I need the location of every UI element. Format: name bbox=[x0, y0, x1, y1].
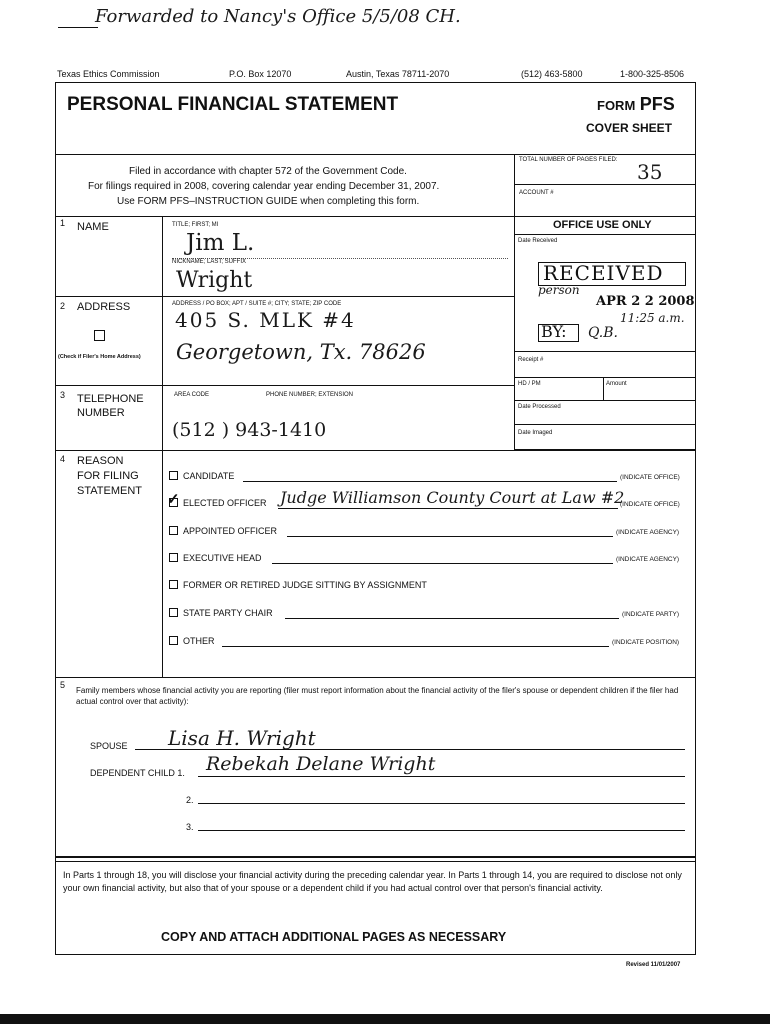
spouse-value: Lisa H. Wright bbox=[168, 726, 316, 750]
stamp-by: BY: bbox=[541, 322, 567, 341]
agency-name: Texas Ethics Commission bbox=[57, 69, 160, 79]
state-party-chair-label: STATE PARTY CHAIR bbox=[183, 608, 273, 618]
form-title: PERSONAL FINANCIAL STATEMENT bbox=[67, 94, 399, 115]
agency-phone: (512) 463-5800 bbox=[521, 69, 583, 79]
family-section-num: 5 bbox=[60, 680, 66, 690]
label-column-divider bbox=[162, 216, 163, 677]
receipt-line-top bbox=[515, 351, 695, 352]
stamp-initials: Q.B. bbox=[588, 325, 618, 341]
state-party-chair-line bbox=[285, 618, 619, 619]
received-stamp-text: RECEIVED bbox=[543, 261, 664, 285]
address-field-label: ADDRESS / PO BOX; APT / SUITE #; CITY; STATE; ZIP CODE bbox=[172, 301, 342, 307]
date-imaged-label: Date Imaged bbox=[518, 430, 553, 436]
total-pages-value: 35 bbox=[637, 160, 663, 184]
last-name-value: Wright bbox=[176, 268, 253, 293]
telephone-section-bottom bbox=[56, 450, 696, 451]
former-judge-checkbox[interactable] bbox=[169, 580, 178, 589]
date-received-label: Date Received bbox=[518, 238, 558, 244]
stamp-person: person bbox=[538, 283, 580, 297]
appointed-officer-line bbox=[287, 536, 613, 537]
child1-num: 1. bbox=[177, 768, 185, 778]
amount-label: Amount bbox=[606, 381, 627, 387]
name-label: NAME bbox=[77, 221, 109, 233]
reason-section-num: 4 bbox=[60, 454, 66, 464]
child2-line bbox=[198, 803, 685, 804]
appointed-officer-checkbox[interactable] bbox=[169, 526, 178, 535]
telephone-label-2: NUMBER bbox=[77, 407, 125, 419]
pages-divider bbox=[514, 184, 695, 185]
telephone-section-num: 3 bbox=[60, 390, 66, 400]
name-field1-label: TITLE; FIRST; MI bbox=[172, 222, 219, 228]
name-section-num: 1 bbox=[60, 218, 66, 228]
dependent-child-label: DEPENDENT CHILD bbox=[90, 768, 175, 778]
former-judge-label: FORMER OR RETIRED JUDGE SITTING BY ASSIGNMENT bbox=[183, 580, 427, 590]
hd-amount-divider bbox=[603, 377, 604, 400]
form-word: FORM bbox=[597, 98, 636, 113]
scan-bottom-bar bbox=[0, 1014, 770, 1024]
other-label: OTHER bbox=[183, 636, 215, 646]
address-section-num: 2 bbox=[60, 301, 66, 311]
cover-sheet: COVER SHEET bbox=[586, 121, 673, 135]
filing-info-2: For filings required in 2008, covering calendar year ending December 31, 2007. bbox=[88, 181, 440, 192]
hd-line-top bbox=[515, 377, 695, 378]
candidate-indicate: (INDICATE OFFICE) bbox=[620, 474, 680, 481]
account-label: ACCOUNT # bbox=[519, 190, 554, 196]
home-address-checkbox[interactable] bbox=[94, 330, 105, 341]
home-address-label: (Check if Filer's Home Address) bbox=[58, 354, 141, 360]
area-code-label: AREA CODE bbox=[174, 392, 210, 398]
child3-line bbox=[198, 830, 685, 831]
revised-date: Revised 11/01/2007 bbox=[626, 962, 681, 968]
po-box: P.O. Box 12070 bbox=[229, 69, 292, 79]
elected-checkmark-icon: ✓ bbox=[167, 491, 180, 508]
telephone-value: (512 ) 943-1410 bbox=[172, 419, 327, 441]
executive-head-checkbox[interactable] bbox=[169, 553, 178, 562]
footer-divider-1 bbox=[56, 856, 696, 858]
candidate-label: CANDIDATE bbox=[183, 471, 235, 481]
party-indicate: (INDICATE PARTY) bbox=[622, 611, 680, 618]
filing-info-1: Filed in accordance with chapter 572 of the Government Code. bbox=[129, 166, 407, 177]
child1-value: Rebekah Delane Wright bbox=[206, 753, 436, 775]
reason-label-3: STATEMENT bbox=[77, 485, 142, 497]
office-use-title: OFFICE USE ONLY bbox=[553, 219, 652, 231]
imaged-line-top bbox=[515, 424, 695, 425]
form-label bbox=[597, 94, 675, 115]
office-title-line bbox=[515, 234, 695, 235]
child2-num: 2. bbox=[186, 795, 194, 805]
phone-number-label: PHONE NUMBER; EXTENSION bbox=[266, 392, 354, 398]
child1-line bbox=[198, 776, 685, 777]
reason-section-bottom bbox=[56, 677, 696, 678]
telephone-label-1: TELEPHONE bbox=[77, 393, 144, 405]
child-label bbox=[90, 768, 185, 778]
reason-label-1: REASON bbox=[77, 455, 124, 467]
elected-officer-line bbox=[278, 508, 618, 509]
footer-divider-2 bbox=[56, 861, 696, 862]
candidate-line bbox=[243, 481, 617, 482]
executive-head-line bbox=[272, 563, 613, 564]
receipt-label: Receipt # bbox=[518, 357, 544, 363]
elected-officer-label: ELECTED OFFICER bbox=[183, 498, 267, 508]
first-name-value: Jim L. bbox=[186, 230, 255, 256]
other-line bbox=[222, 646, 609, 647]
stamp-time: 11:25 a.m. bbox=[620, 311, 685, 325]
total-pages-label: TOTAL NUMBER OF PAGES FILED: bbox=[519, 157, 618, 163]
name-section-bottom bbox=[56, 296, 514, 297]
family-text: Family members whose financial activity you are reporting (filer must report information about the financial activity of the filer's spouse or dependent children if the filer had actual control over that activity): bbox=[76, 686, 679, 706]
date-processed-label: Date Processed bbox=[518, 404, 561, 410]
processed-line-top bbox=[515, 400, 695, 401]
title-divider bbox=[56, 154, 695, 155]
other-indicate: (INDICATE POSITION) bbox=[612, 639, 680, 646]
agency-tollfree: 1-800-325-8506 bbox=[620, 69, 685, 79]
note-underline bbox=[58, 27, 98, 28]
stamp-date: APR 2 2 2008 bbox=[596, 294, 695, 309]
spouse-label: SPOUSE bbox=[90, 741, 128, 751]
copy-attach-notice: COPY AND ATTACH ADDITIONAL PAGES AS NECESSARY bbox=[161, 930, 507, 944]
forwarded-note: Forwarded to Nancy's Office 5/5/08 CH. bbox=[95, 6, 461, 27]
form-border bbox=[55, 82, 696, 955]
appointed-indicate: (INDICATE AGENCY) bbox=[616, 529, 680, 536]
address-line2: Georgetown, Tx. 78626 bbox=[176, 340, 426, 364]
name-field2-label: NICKNAME; LAST; SUFFIX bbox=[172, 259, 247, 265]
state-party-chair-checkbox[interactable] bbox=[169, 608, 178, 617]
executive-head-label: EXECUTIVE HEAD bbox=[183, 553, 262, 563]
address-section-bottom bbox=[56, 385, 514, 386]
elected-office-value: Judge Williamson County Court at Law #2 bbox=[280, 488, 625, 507]
address-line1: 405 S. MLK #4 bbox=[175, 308, 356, 332]
other-checkbox[interactable] bbox=[169, 636, 178, 645]
candidate-checkbox[interactable] bbox=[169, 471, 178, 480]
reason-label-2: FOR FILING bbox=[77, 470, 139, 482]
footer-text: In Parts 1 through 18, you will disclose your financial activity during the preceding calendar year. In Parts 1 through 14, you are required to disclose not only your own financial activity, but also that of your spouse or a dependent child if you had actual control over that person's financial activity. bbox=[63, 870, 682, 893]
elected-indicate: (INDICATE OFFICE) bbox=[620, 501, 680, 508]
filing-info-3: Use FORM PFS–INSTRUCTION GUIDE when completing this form. bbox=[117, 196, 420, 207]
address-label: ADDRESS bbox=[77, 301, 131, 313]
form-code: PFS bbox=[639, 94, 675, 114]
hd-pm-label: HD / PM bbox=[518, 381, 541, 387]
child3-num: 3. bbox=[186, 822, 194, 832]
appointed-officer-label: APPOINTED OFFICER bbox=[183, 526, 278, 536]
agency-city: Austin, Texas 78711-2070 bbox=[346, 69, 450, 79]
executive-indicate: (INDICATE AGENCY) bbox=[616, 556, 680, 563]
